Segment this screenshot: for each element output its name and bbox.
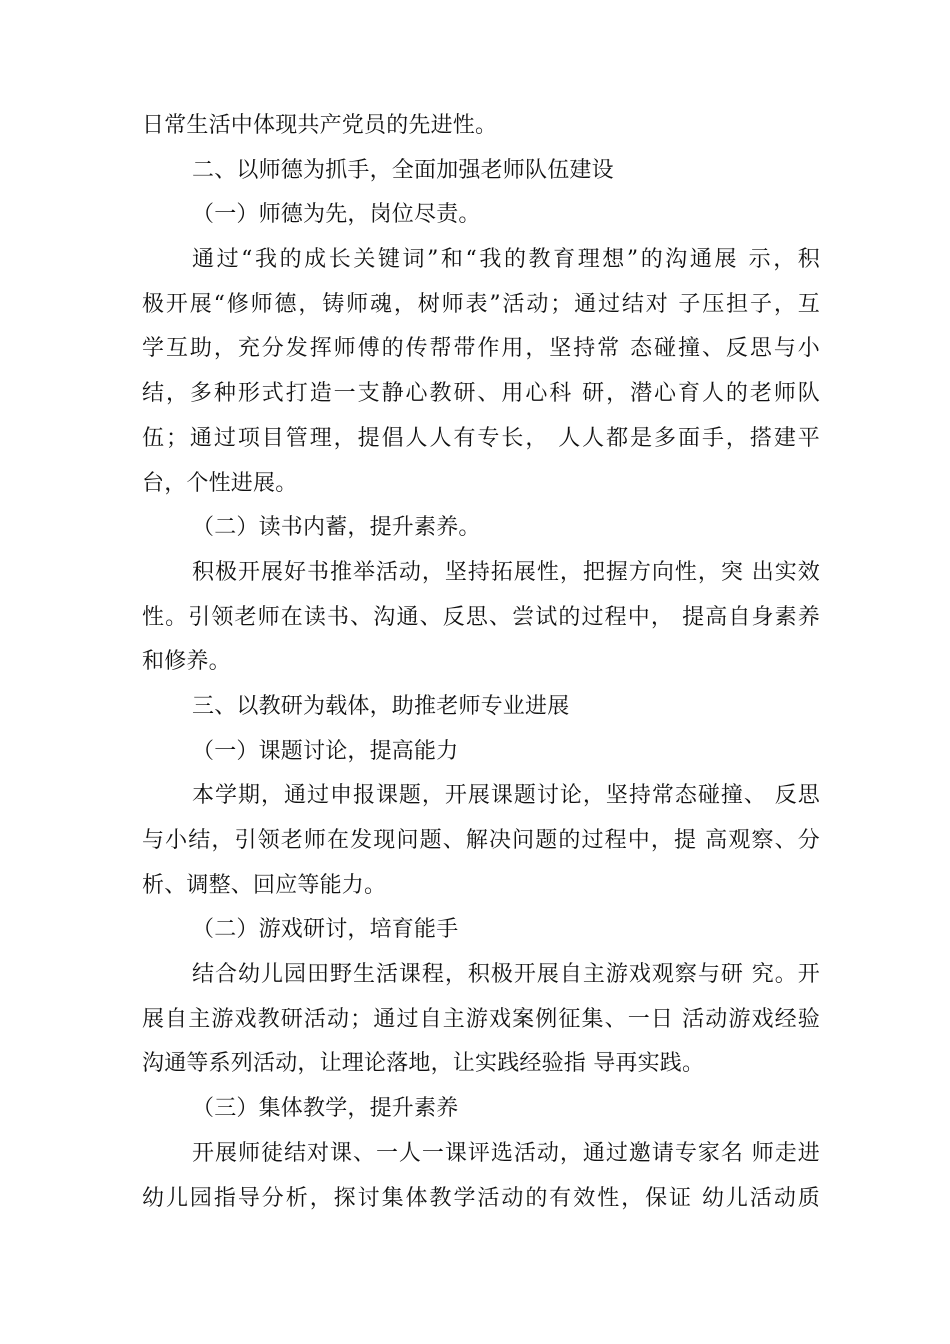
subsection-heading: （一）师德为先，岗位尽责。 — [192, 202, 481, 228]
subsection-heading: （二）游戏研讨，培育能手 — [192, 917, 459, 943]
section-heading: 三、以教研为载体，助推老师专业进展 — [192, 693, 570, 719]
text-line: 积极开展好书推举活动，坚持拓展性，把握方向性，突 出实效 — [192, 559, 820, 585]
text-line: 与小结，引领老师在发现问题、解决问题的过程中，提 高观察、分 — [142, 828, 820, 853]
text-line: 析、调整、回应等能力。 — [142, 872, 387, 898]
text-line: 本学期，通过申报课题，开展课题讨论，坚持常态碰撞、 反思 — [192, 783, 820, 809]
text-line: 学互助，充分发挥师傅的传帮带作用，坚持常 态碰撞、反思与小 — [142, 336, 820, 362]
text-line: 沟通等系列活动，让理论落地，让实践经验指 导再实践。 — [142, 1051, 705, 1077]
text-line: 性。引领老师在读书、沟通、反思、尝试的过程中， 提高自身素养 — [142, 604, 820, 630]
subsection-heading: （三）集体教学，提升素养 — [192, 1096, 459, 1122]
text-line: 极开展“修师德，铸师魂，树师表”活动；通过结对 子压担子，互 — [142, 291, 820, 317]
subsection-heading: （一）课题讨论，提高能力 — [192, 738, 459, 764]
text-line: 幼儿园指导分析，探讨集体教学活动的有效性，保证 幼儿活动质 — [142, 1185, 820, 1211]
subsection-heading: （二）读书内蓄，提升素养。 — [192, 515, 481, 541]
text-line: 展自主游戏教研活动；通过自主游戏案例征集、一日 活动游戏经验 — [142, 1006, 820, 1032]
text-line: 结合幼儿园田野生活课程，积极开展自主游戏观察与研 究。开 — [192, 962, 820, 988]
text-line: 台，个性进展。 — [142, 470, 298, 496]
text-line: 结，多种形式打造一支静心教研、用心科 研，潜心育人的老师队 — [142, 381, 820, 407]
text-line: 开展师徒结对课、一人一课评选活动，通过邀请专家名 师走进 — [192, 1140, 820, 1166]
text-line: 和修养。 — [142, 649, 231, 675]
section-heading: 二、以师德为抓手，全面加强老师队伍建设 — [192, 157, 614, 183]
text-line: 伍；通过项目管理，提倡人人有专长， 人人都是多面手，搭建平 — [142, 425, 820, 451]
text-line: 通过“我的成长关键词”和“我的教育理想”的沟通展 示，积 — [192, 247, 820, 273]
text-line: 日常生活中体现共产党员的先进性。 — [142, 113, 498, 138]
